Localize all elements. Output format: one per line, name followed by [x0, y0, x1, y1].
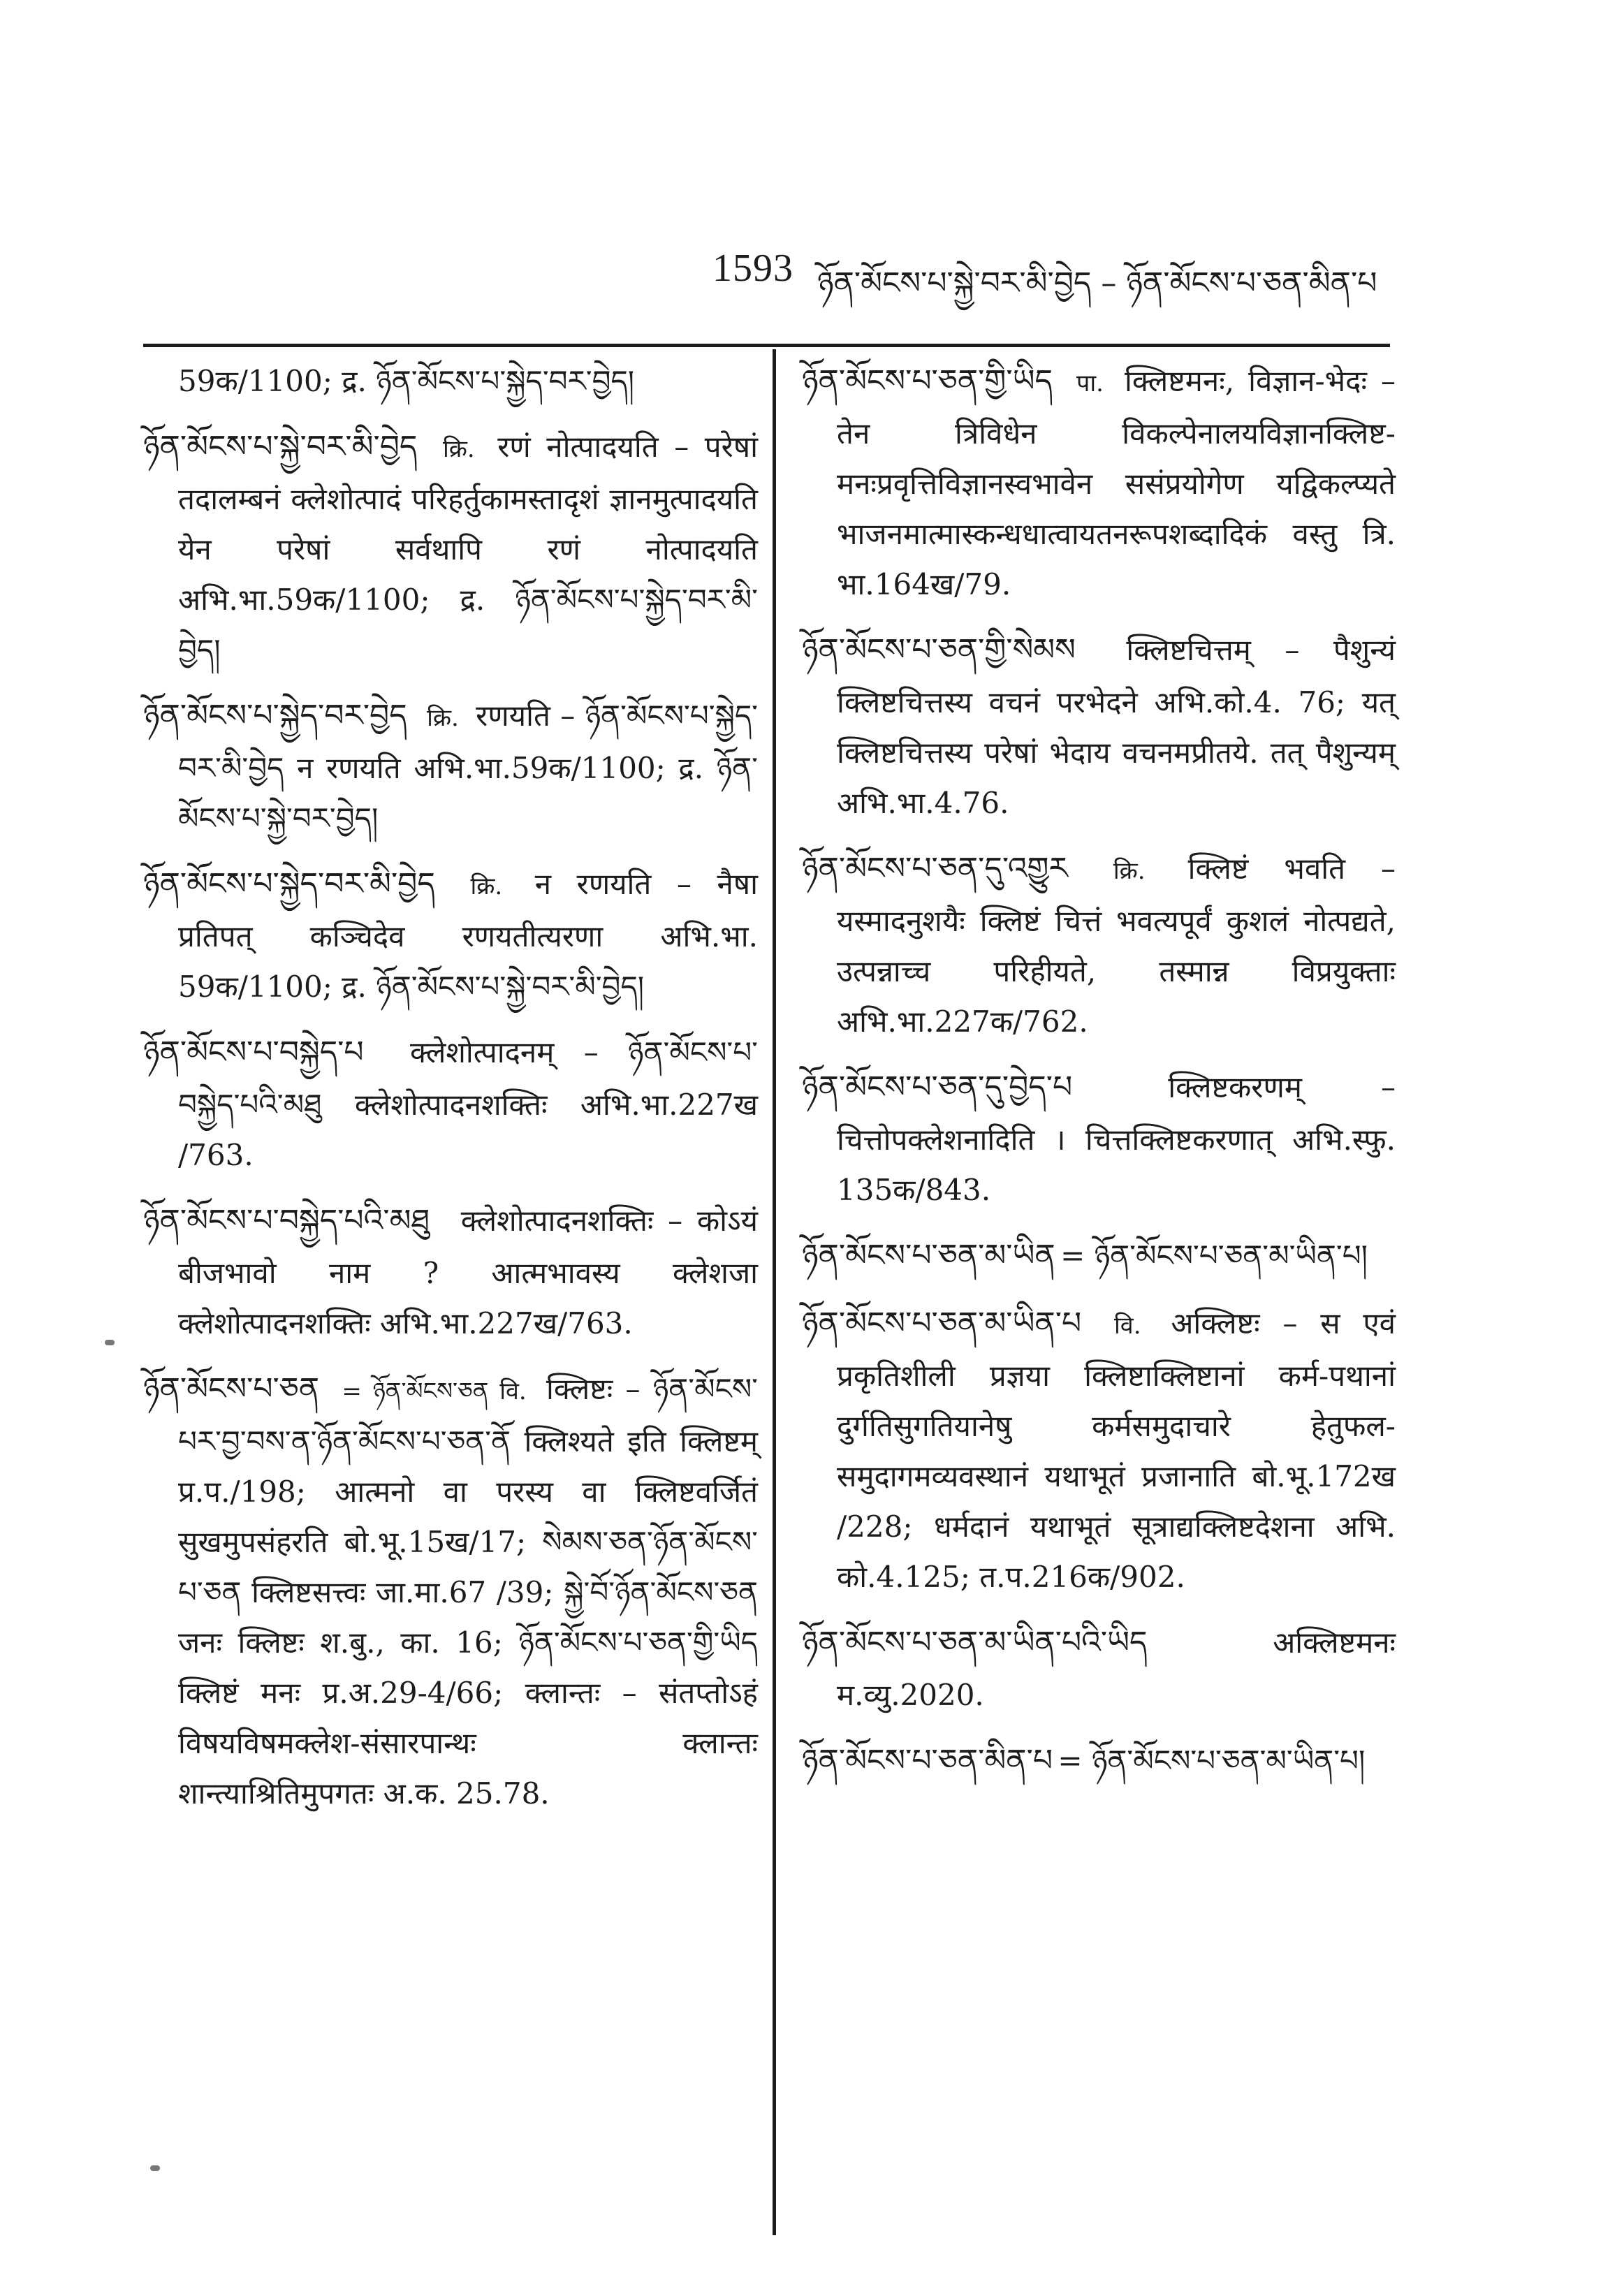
entry-headword: ཉོན་མོངས་པ་ཅན: [143, 1371, 320, 1407]
right-column: [802, 356, 1396, 1804]
entry-headword: ཉོན་མོངས་པ་ཅན་མ་ཡིན: [802, 1238, 1055, 1273]
entry-body: 59क/1100; द्र. ཉོན་མོངས་པ་སྐྱེད་བར་བྱེད།: [178, 364, 635, 398]
entry-headword: ཉོན་མོངས་པ་སྐྱེ་བར་མི་བྱེད: [143, 429, 418, 465]
entry-body: = ཉོན་མོངས་པ་ཅན་མ་ཡིན་པ།: [1058, 1743, 1366, 1778]
entry-gloss: क्लिष्टमनः, विज्ञान-भेदः: [1125, 364, 1367, 398]
entry-grammar: क्रि.: [442, 435, 475, 463]
dictionary-entry: [802, 356, 1396, 610]
entry-headword: ཉོན་མོངས་པ་ཅན་གྱི་ཡིད: [802, 363, 1053, 399]
entry-headword: ཉོན་མོངས་པ་ཅན་མིན་པ: [802, 1743, 1053, 1778]
entry-body: – स एवं प्रकृतिशीली प्रज्ञया क्लिष्टाक्लिष्टानां कर्म-पथानां दुर्गतिसुगतियानेषु कर्मसमुदाचारे हेतुफल-समुदागमव्यवस्थानं यथाभूतं प्रजानाति बो.भू.172ख /228; धर्मदानं यथाभूतं सूत्राद्यक्लिष्टदेशना अभि. को.4.125; त.प.216क/902.: [837, 1306, 1396, 1594]
margin-mark: [105, 1340, 115, 1345]
dictionary-entry: [143, 859, 758, 1012]
entry-body: – कोऽयं बीजभावो नाम ? आत्मभावस्य क्लेशजा क्लेशोत्पादनशक्तिः अभि.भा.227ख/763.: [178, 1204, 759, 1340]
entry-grammar: क्रि.: [1113, 857, 1146, 885]
entry-body: – ཉོན་མོངས་པ་བསྐྱེད་པའི་མཐུ क्लेशोत्पादनशक्तिः अभि.भा.227ख /763.: [178, 1035, 758, 1172]
entry-body: – ཉོན་མོངས་པར་བྱ་བས་ན་ཉོན་མོངས་པ་ཅན་ནོ क्लिश्यते इति क्लिष्टम् प्र.प./198; आत्मनो वा परस्य वा क्लिष्टवर्जितं सुखमुपसंहरति बो.भू.15ख/17; སེམས་ཅན་ཉོན་མོངས་པ་ཅན क्लिष्टसत्त्वः जा.मा.67 /39; སྐྱེ་བོ་ཉོན་མོངས་ཅན जनः क्लिष्टः श.बु., का. 16; ཉོན་མོངས་པ་ཅན་གྱི་ཡིད क्लिष्टं मनः प्र.अ.29-4/66; क्लान्तः – संतप्तोऽहं विषयविषमक्लेश-संसारपान्थः क्लान्तः शान्त्याश्रितिमुपगतः अ.क. 25.78.: [178, 1372, 758, 1811]
entry-grammar: वि.: [1113, 1312, 1141, 1340]
entry-body: – चित्तोपक्लेशनादिति । चित्तक्लिष्टकरणात् अभि.स्फु. 135क/843.: [837, 1070, 1396, 1207]
entry-grammar: पा.: [1076, 370, 1104, 397]
entry-headword: ཉོན་མོངས་པ་ཅན་མ་ཡིན་པ: [802, 1306, 1082, 1341]
entry-headword: ཉོན་མོངས་པ་སྐྱེད་བར་བྱེད: [143, 698, 407, 733]
entry-gloss: अक्लिष्टमनः: [1273, 1625, 1396, 1660]
entry-headword: ཉོན་མོངས་པ་བསྐྱེད་པའི་མཐུ: [143, 1203, 430, 1238]
entry-body: – यस्मादनुशयैः क्लिष्टं चित्तं भवत्यपूर्वं कुशलं नोत्पद्यते, उत्पन्नाच्च परिहीयते, तस्मान्न विप्रयुक्ताः अभि.भा.227क/762.: [837, 851, 1396, 1039]
dictionary-entry: [143, 1196, 758, 1349]
entry-gloss: न रणयति: [534, 867, 652, 901]
entry-body: – पैशुन्यं क्लिष्टचित्तस्य वचनं परभेदने अभि.को.4. 76; यत् क्लिष्टचित्तस्य परेषां भेदाय वचनमप्रीतये. तत् पैशुन्यम् अभि.भा.4.76.: [837, 633, 1396, 820]
entry-grammar: क्रि.: [427, 704, 459, 732]
entry-body: – ཉོན་མོངས་པ་སྐྱེད་བར་མི་བྱེད न रणयति अभि.भा.59क/1100; द्र. ཉོན་མོངས་པ་སྐྱེ་བར་བྱེད།: [178, 699, 759, 835]
dictionary-entry: [802, 1618, 1396, 1720]
dictionary-entry: [143, 691, 758, 844]
header-rule: [143, 344, 1390, 347]
entry-body: = ཉོན་མོངས་པ་ཅན་མ་ཡིན་པ།: [1060, 1238, 1368, 1273]
entry-gloss: क्लेशोत्पादनम्: [409, 1035, 555, 1069]
entry-headword: ཉོན་མོངས་པ་སྐྱེད་བར་མི་བྱེད: [143, 866, 435, 902]
entry-body: – तेन त्रिविधेन विकल्पेनालयविज्ञानक्लिष्ट-मनःप्रवृत्तिविज्ञानस्वभावेन ससंप्रयोगेण यद्विकल्प्यते भाजनमात्मास्कन्धधात्वायतनरूपशब्दादिकं वस्तु त्रि. भा.164ख/79.: [837, 364, 1396, 601]
dictionary-entry: [802, 1062, 1396, 1215]
entry-gloss: रणयति: [476, 699, 550, 733]
dictionary-entry: [802, 625, 1396, 828]
running-head: ཉོན་མོངས་པ་སྐྱེ་བར་མི་བྱེད – ཉོན་མོངས་པ་ཅན་མིན་པ: [817, 265, 1377, 301]
entry-headword: ཉོན་མོངས་པ་བསྐྱེད་པ: [143, 1034, 364, 1070]
dictionary-entry: [802, 844, 1396, 1047]
entry-continuation: [143, 356, 758, 407]
margin-mark: [150, 2165, 160, 2171]
entry-gloss: क्लिष्टं भवति: [1187, 851, 1346, 886]
entry-grammar: = ཉོན་མོངས་ཅན वि.: [342, 1377, 527, 1405]
entry-headword: ཉོན་མོངས་པ་ཅན་དུ་འགྱུར: [802, 851, 1068, 886]
dictionary-entry: [802, 1231, 1396, 1283]
entry-gloss: अक्लिष्टः: [1171, 1306, 1260, 1340]
dictionary-entry: [802, 1299, 1396, 1602]
entry-body: – नैषा प्रतिपत् कञ्चिदेव रणयतीत्यरणा अभि.भा. 59क/1100; द्र. ཉོན་མོངས་པ་སྐྱེ་བར་མི་བྱེད།: [178, 867, 758, 1004]
entry-gloss: क्लिष्टकरणम्: [1168, 1070, 1302, 1104]
dictionary-entry: [143, 422, 758, 675]
dictionary-entry: [143, 1364, 758, 1819]
entry-body: म.व्यु.2020.: [837, 1678, 984, 1712]
page-number: 1593: [712, 247, 793, 290]
entry-gloss: क्लिष्टचित्तम्: [1126, 633, 1251, 667]
dictionary-entry: [802, 1736, 1396, 1788]
entry-body: – परेषां तदालम्बनं क्लेशोत्पादं परिहर्तुकामस्तादृशं ज्ञानमुत्पादयति येन परेषां सर्वथापि रणं नोत्पादयति अभि.भा.59क/1100; द्र. ཉོན་མོངས་པ་སྐྱེད་བར་མི་བྱེད།: [178, 430, 758, 667]
entry-headword: ཉོན་མོངས་པ་ཅན་གྱི་སེམས: [802, 632, 1076, 668]
left-column: [143, 356, 758, 1834]
entry-grammar: क्रि.: [470, 872, 503, 900]
entry-gloss: क्लेशोत्पादनशक्तिः: [460, 1204, 654, 1238]
dictionary-entry: [143, 1028, 758, 1180]
entry-headword: ཉོན་མོངས་པ་ཅན་དུ་བྱེད་པ: [802, 1069, 1073, 1105]
entry-gloss: रणं नोत्पादयति: [497, 430, 659, 464]
entry-headword: ཉོན་མོངས་པ་ཅན་མ་ཡིན་པའི་ཡིད: [802, 1625, 1148, 1660]
column-divider: [773, 349, 776, 2235]
entry-gloss: क्लिष्टः: [546, 1372, 613, 1406]
